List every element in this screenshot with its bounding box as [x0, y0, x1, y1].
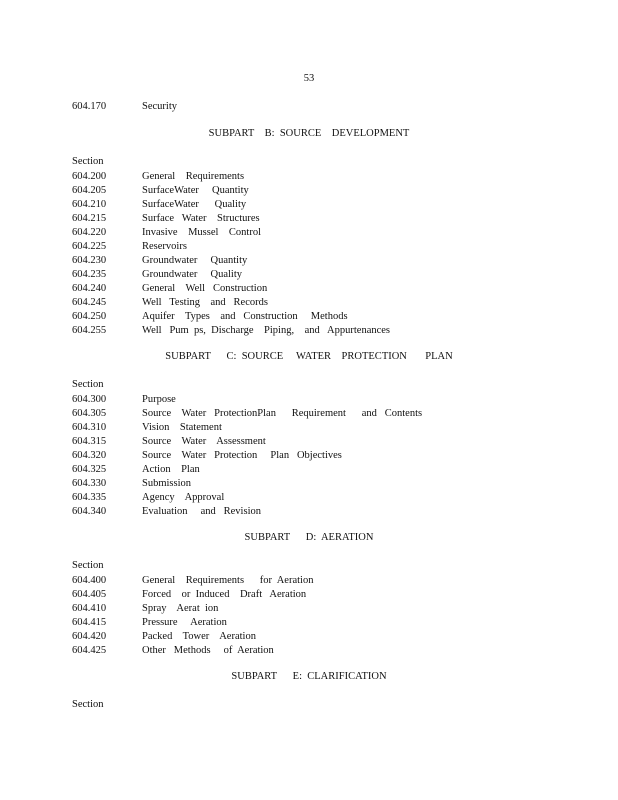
subpart-heading: SUBPART D: AERATION [244, 532, 374, 543]
subpart-heading: SUBPART C: SOURCE WATER PROTECTION PLAN [165, 351, 453, 362]
section-number: 604.335 [72, 492, 107, 503]
section-title: Action Plan [142, 464, 200, 475]
section-number: 604.225 [72, 241, 107, 252]
section-number: 604.330 [72, 478, 107, 489]
section-number: 604.210 [72, 199, 107, 210]
section-title: Reservoirs [142, 241, 187, 252]
section-number: 604.405 [72, 589, 107, 600]
section-title: Spray Aerat ion [142, 603, 219, 614]
subpart-heading: SUBPART E: CLARIFICATION [231, 671, 387, 682]
section-label: Section [72, 560, 104, 571]
section-title: Source Water ProtectionPlan Requirement and Contents [142, 408, 423, 419]
section-number: 604.410 [72, 603, 107, 614]
section-number: 604.415 [72, 617, 107, 628]
section-number: 604.310 [72, 422, 107, 433]
section-number: 604.425 [72, 645, 107, 656]
section-title: Purpose [142, 394, 176, 405]
section-number: 604.170 [72, 101, 107, 112]
section-number: 604.315 [72, 436, 107, 447]
section-title: Packed Tower Aeration [142, 631, 256, 642]
section-title: Vision Statement [142, 422, 222, 433]
section-title: SurfaceWater Quality [142, 199, 247, 210]
section-number: 604.300 [72, 394, 107, 405]
section-number: 604.240 [72, 283, 107, 294]
section-title: SurfaceWater Quantity [142, 185, 249, 196]
section-label: Section [72, 379, 104, 390]
section-number: 604.320 [72, 450, 107, 461]
section-number: 604.250 [72, 311, 107, 322]
section-title: Pressure Aeration [142, 617, 227, 628]
section-number: 604.305 [72, 408, 107, 419]
section-number: 604.215 [72, 213, 107, 224]
section-number: 604.255 [72, 325, 107, 336]
section-title: Submission [142, 478, 192, 489]
section-number: 604.220 [72, 227, 107, 238]
section-number: 604.325 [72, 464, 107, 475]
section-title: General Well Construction [142, 283, 268, 294]
section-title: Other Methods of Aeration [142, 645, 274, 656]
section-title: Evaluation and Revision [142, 506, 261, 517]
section-number: 604.230 [72, 255, 107, 266]
section-title: Source Water Assessment [142, 436, 266, 447]
section-title: Agency Approval [142, 492, 225, 503]
section-label: Section [72, 699, 104, 710]
section-number: 604.245 [72, 297, 107, 308]
section-number: 604.205 [72, 185, 107, 196]
section-title: Source Water Protection Plan Objectives [142, 450, 342, 461]
section-number: 604.420 [72, 631, 107, 642]
section-title: Groundwater Quality [142, 269, 243, 280]
section-title: Forced or Induced Draft Aeration [142, 589, 307, 600]
section-label: Section [72, 156, 104, 167]
section-number: 604.235 [72, 269, 107, 280]
section-title: General Requirements [142, 171, 245, 182]
section-title: General Requirements for Aeration [142, 575, 314, 586]
section-number: 604.400 [72, 575, 107, 586]
section-number: 604.200 [72, 171, 107, 182]
section-title: Aquifer Types and Construction Methods [142, 311, 348, 322]
section-title: Invasive Mussel Control [142, 227, 261, 238]
section-title: Well Pum ps, Discharge Piping, and Appurtenances [142, 325, 391, 336]
page-number: 53 [303, 73, 315, 84]
section-number: 604.340 [72, 506, 107, 517]
section-title: Surface Water Structures [142, 213, 260, 224]
subpart-heading: SUBPART B: SOURCE DEVELOPMENT [208, 128, 410, 139]
section-title: Groundwater Quantity [142, 255, 248, 266]
section-title: Security [142, 101, 177, 112]
section-title: Well Testing and Records [142, 297, 268, 308]
